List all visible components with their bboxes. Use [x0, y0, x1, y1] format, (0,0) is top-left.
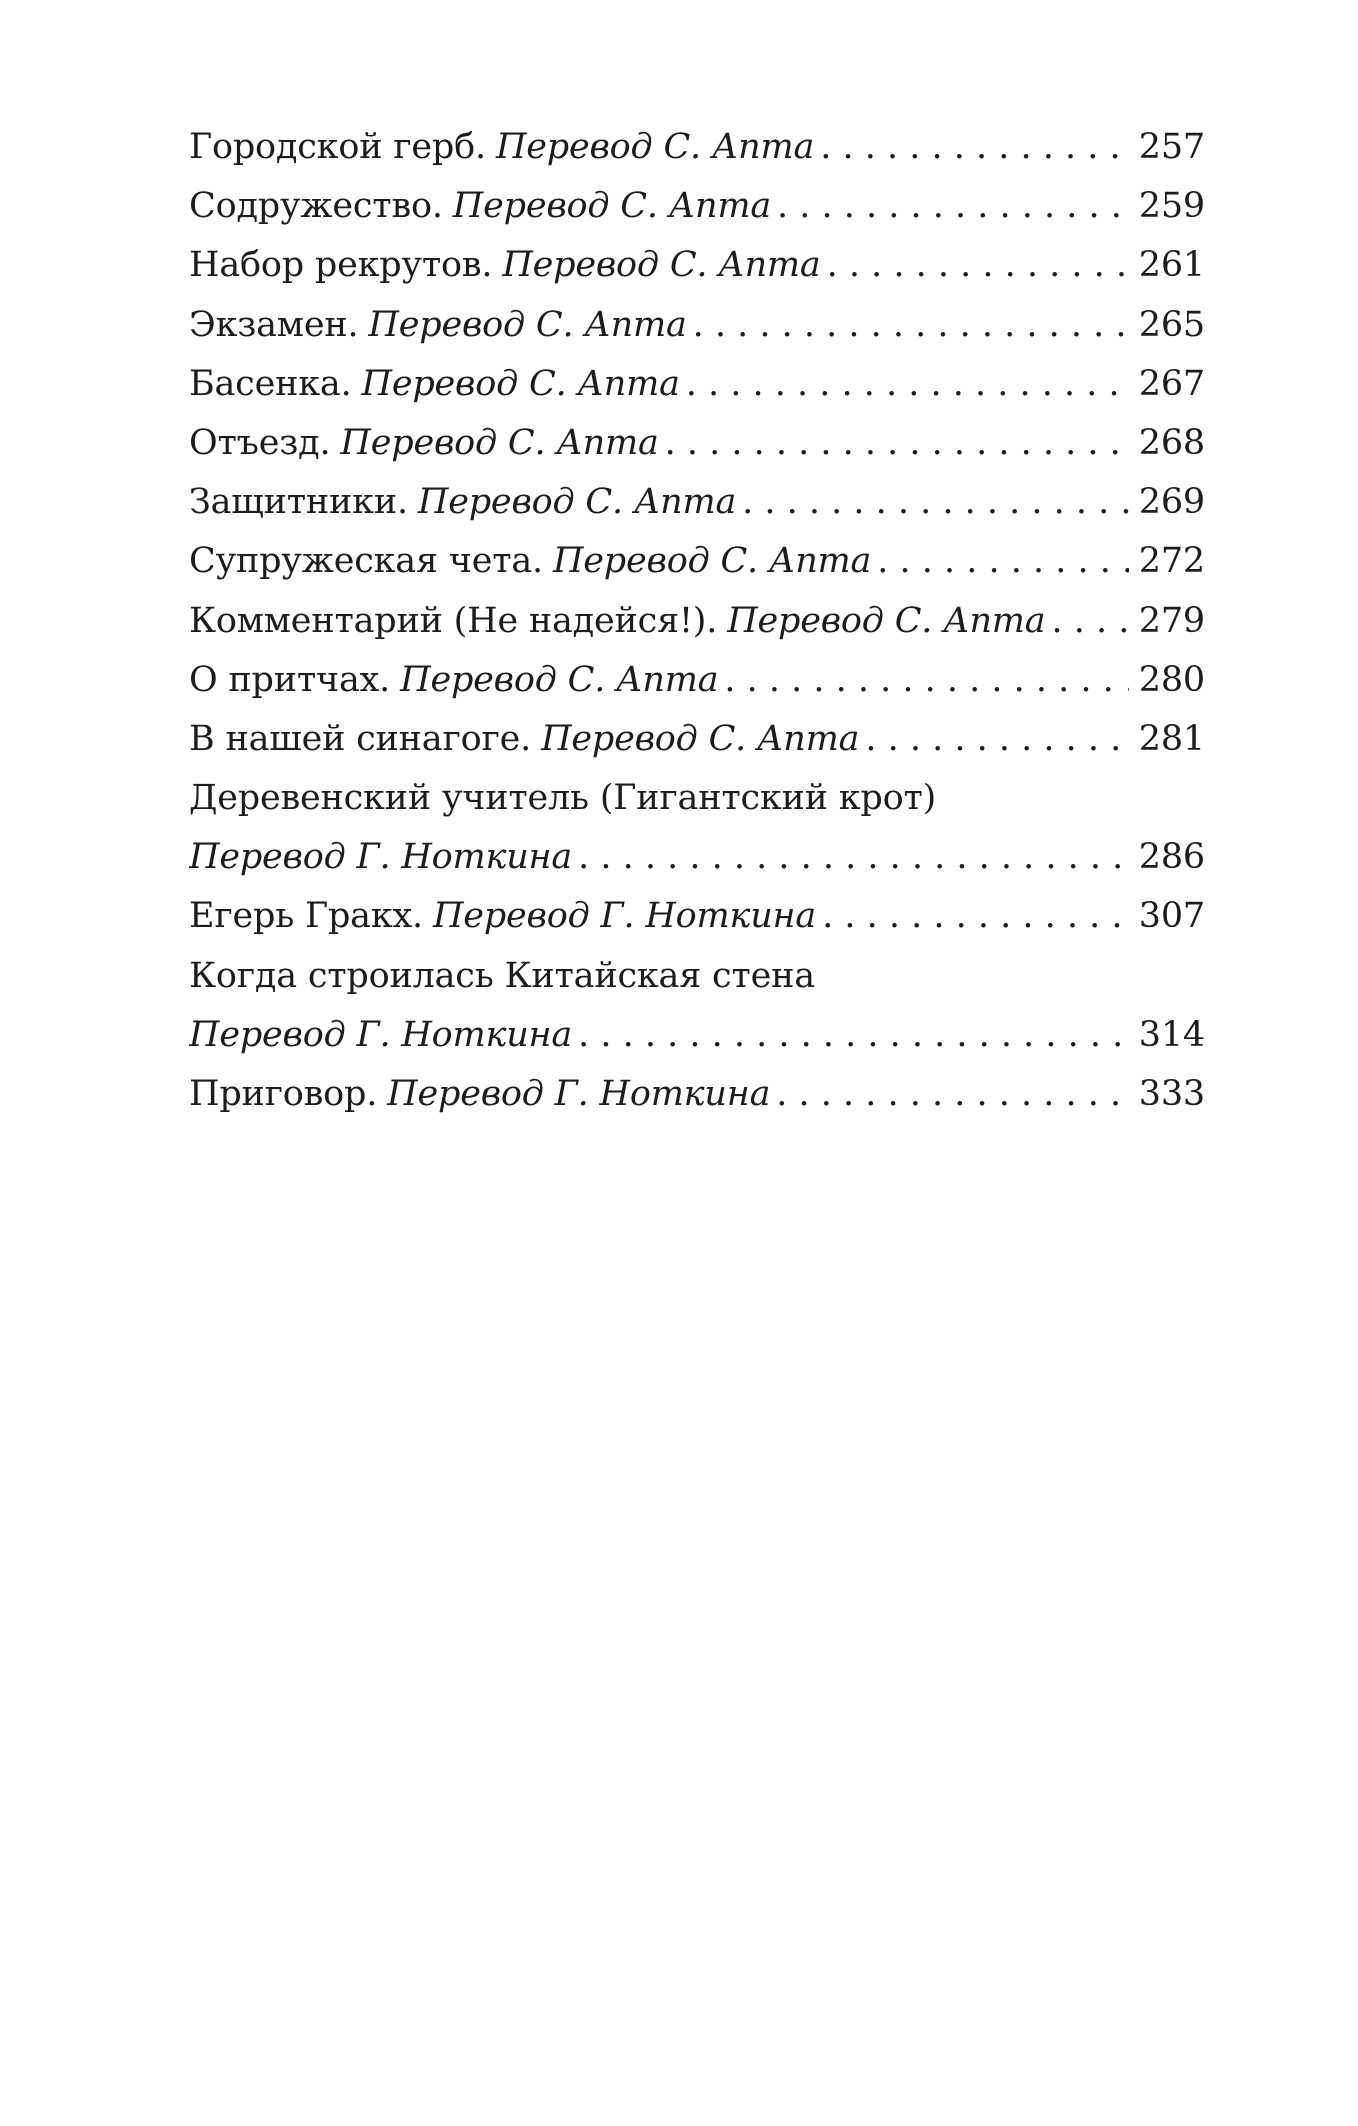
toc-entry — [189, 296, 1205, 355]
toc-entry-title: В нашей синагоге. — [189, 718, 532, 759]
toc-entry-page: 333 — [1138, 1074, 1205, 1114]
toc-entry-title: Набор рекрутов. — [189, 245, 493, 286]
toc-entry-title-line — [189, 947, 1205, 1006]
toc-entry-title: Басенка. — [189, 363, 352, 404]
toc-entry-translator: Перевод С. Апта — [495, 127, 815, 167]
dot-leader — [822, 887, 1129, 946]
toc-entry-translator: Перевод Г. Ноткина — [387, 1074, 771, 1114]
toc-entry-title: Отъезд. — [189, 422, 331, 463]
toc-entry-page: 265 — [1138, 304, 1205, 345]
toc-entry — [189, 177, 1205, 236]
dot-leader — [686, 355, 1129, 414]
dot-leader — [865, 710, 1128, 769]
toc-entry-translator: Перевод С. Апта — [361, 363, 680, 404]
toc-entry-title: Содружество. — [189, 186, 443, 227]
toc-entry-title: Егерь Гракх. — [189, 896, 423, 937]
toc-entry-translator: Перевод Г. Ноткина — [189, 1014, 573, 1055]
toc-entry-title: Комментарий (Не надейся!). — [189, 600, 718, 641]
toc-entry — [189, 1006, 1205, 1065]
toc-entry-page: 286 — [1138, 837, 1205, 878]
toc-entry-page: 268 — [1138, 422, 1205, 463]
toc-entry-title: Экзамен. — [189, 304, 359, 345]
dot-leader — [724, 651, 1128, 710]
toc-entry-page: 267 — [1138, 363, 1205, 404]
toc-entry — [189, 710, 1205, 769]
dot-leader — [877, 532, 1129, 591]
dot-leader — [827, 236, 1129, 295]
toc-entry-translator: Перевод С. Апта — [727, 600, 1046, 641]
toc-entry-page: 269 — [1138, 482, 1205, 523]
toc-entry-translator: Перевод С. Апта — [400, 659, 719, 700]
toc-entry-page: 314 — [1138, 1014, 1205, 1055]
dot-leader — [578, 1006, 1129, 1065]
dot-leader — [578, 828, 1129, 887]
toc-entry-translator: Перевод Г. Ноткина — [189, 837, 573, 878]
toc-entry — [189, 414, 1205, 473]
toc-entry-title-line — [189, 769, 1205, 828]
toc-entry-translator: Перевод С. Апта — [552, 541, 872, 582]
dot-leader — [820, 118, 1129, 177]
toc-entry — [189, 473, 1205, 532]
toc-entry — [189, 118, 1205, 177]
toc-entry-page: 280 — [1138, 659, 1205, 700]
toc-entry-page: 281 — [1138, 718, 1205, 759]
toc-entry-page: 307 — [1138, 896, 1205, 937]
toc-entry-title: Супружеская чета. — [189, 541, 543, 582]
table-of-contents — [189, 118, 1205, 1124]
toc-entry — [189, 1065, 1205, 1124]
toc-entry-title: Когда строилась Китайская стена — [189, 955, 815, 996]
toc-entry — [189, 887, 1205, 946]
toc-entry — [189, 236, 1205, 295]
toc-entry-page: 257 — [1138, 127, 1205, 167]
toc-entry-translator: Перевод С. Апта — [452, 186, 772, 227]
toc-entry-title: Городской герб. — [189, 127, 486, 167]
toc-entry — [189, 828, 1205, 887]
toc-entry-page: 261 — [1138, 245, 1205, 286]
toc-entry-translator: Перевод Г. Ноткина — [432, 896, 817, 937]
toc-entry-title: О притчах. — [189, 659, 391, 700]
toc-entry — [189, 355, 1205, 414]
dot-leader — [665, 414, 1129, 473]
toc-entry-translator: Перевод С. Апта — [340, 422, 659, 463]
dot-leader — [776, 1065, 1129, 1124]
toc-entry-page: 259 — [1138, 186, 1205, 227]
toc-entry — [189, 651, 1205, 710]
toc-entry-translator: Перевод С. Апта — [541, 718, 860, 759]
dot-leader — [693, 296, 1129, 355]
toc-entry-page: 272 — [1138, 541, 1205, 582]
toc-entry-title: Приговор. — [189, 1074, 378, 1114]
dot-leader — [1051, 592, 1128, 651]
toc-entry — [189, 532, 1205, 591]
dot-leader — [777, 177, 1129, 236]
toc-entry-translator: Перевод С. Апта — [502, 245, 821, 286]
toc-entry-translator: Перевод С. Апта — [368, 304, 687, 345]
toc-entry — [189, 592, 1205, 651]
toc-entry-title: Деревенский учитель (Гигантский крот) — [189, 778, 937, 819]
toc-entry-page: 279 — [1138, 600, 1205, 641]
dot-leader — [742, 473, 1129, 532]
toc-entry-title: Защитники. — [189, 482, 408, 523]
toc-entry-translator: Перевод С. Апта — [417, 482, 737, 523]
